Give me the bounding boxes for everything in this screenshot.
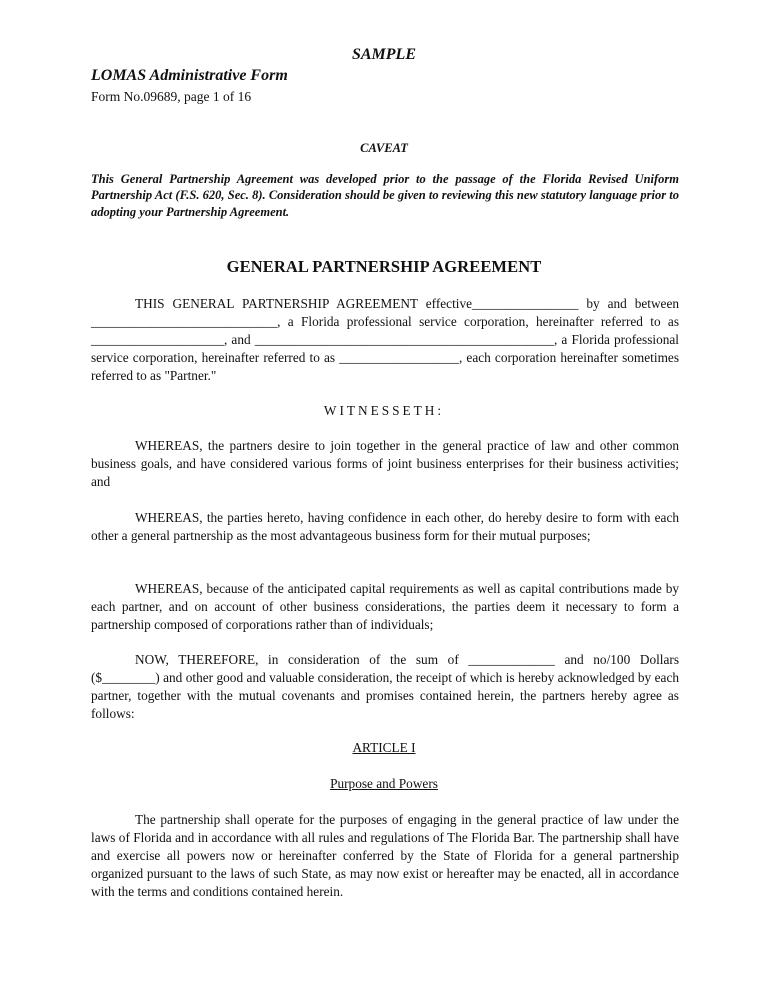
witnesseth-heading: WITNESSETH: [323, 403, 445, 418]
intro-paragraph [91, 295, 679, 385]
sample-heading: SAMPLE [351, 46, 416, 63]
intro-text: THIS GENERAL PARTNERSHIP AGREEMENT effective________________ by and between ____________________________, a Florida professional service corporation, hereinafter referred to as ____________________, and _____________________________________________, a Florida professional service corporation, hereinafter referred to as __________________, each corporation hereinafter sometimes referred to as "Partner." [91, 296, 679, 383]
article-paragraph [91, 811, 679, 901]
article-heading: ARTICLE I [352, 740, 416, 755]
now-therefore-paragraph [91, 651, 679, 723]
whereas-paragraph-3 [91, 580, 679, 634]
caveat-title: CAVEAT [360, 141, 408, 155]
agreement-title: GENERAL PARTNERSHIP AGREEMENT [226, 257, 542, 276]
whereas-text-2: WHEREAS, the parties hereto, having confidence in each other, do hereby desire to form with each other a general partnership as the most advantageous business form for their mutual purposes; [91, 510, 679, 543]
whereas-paragraph-2 [91, 509, 679, 545]
whereas-paragraph-1 [91, 437, 679, 491]
form-name: LOMAS Administrative Form [91, 67, 288, 84]
form-number: Form No.09689, page 1 of 16 [91, 89, 252, 104]
article-text: The partnership shall operate for the purposes of engaging in the general practice of law under the laws of Florida and in accordance with all rules and regulations of The Florida Bar. The partnership shall have and exercise all powers now or hereinafter conferred by the State of Florida for a general partnership organized pursuant to the laws of such State, as may now exist or hereafter may be enacted, all in accordance with the terms and conditions contained herein. [91, 812, 679, 899]
caveat-text: This General Partnership Agreement was developed prior to the passage of the Florida Revised Uniform Partnership Act (F.S. 620, Sec. 8). Consideration should be given to reviewing this new statutory language prior to adopting your Partnership Agreement. [91, 172, 679, 219]
whereas-text-1: WHEREAS, the partners desire to join together in the general practice of law and other common business goals, and have considered various forms of joint business enterprises for their business activities; and [91, 438, 679, 489]
article-subheading: Purpose and Powers [330, 776, 438, 791]
now-therefore-text: NOW, THEREFORE, in consideration of the sum of _____________ and no/100 Dollars ($________) and other good and valuable consideration, the receipt of which is hereby acknowledged by each partner, together with the mutual covenants and promises contained herein, the partners hereby agree as follows: [91, 652, 679, 721]
whereas-text-3: WHEREAS, because of the anticipated capital requirements as well as capital contributions made by each partner, and on account of other business considerations, the parties deem it necessary to form a partnership composed of corporations rather than of individuals; [91, 581, 679, 632]
